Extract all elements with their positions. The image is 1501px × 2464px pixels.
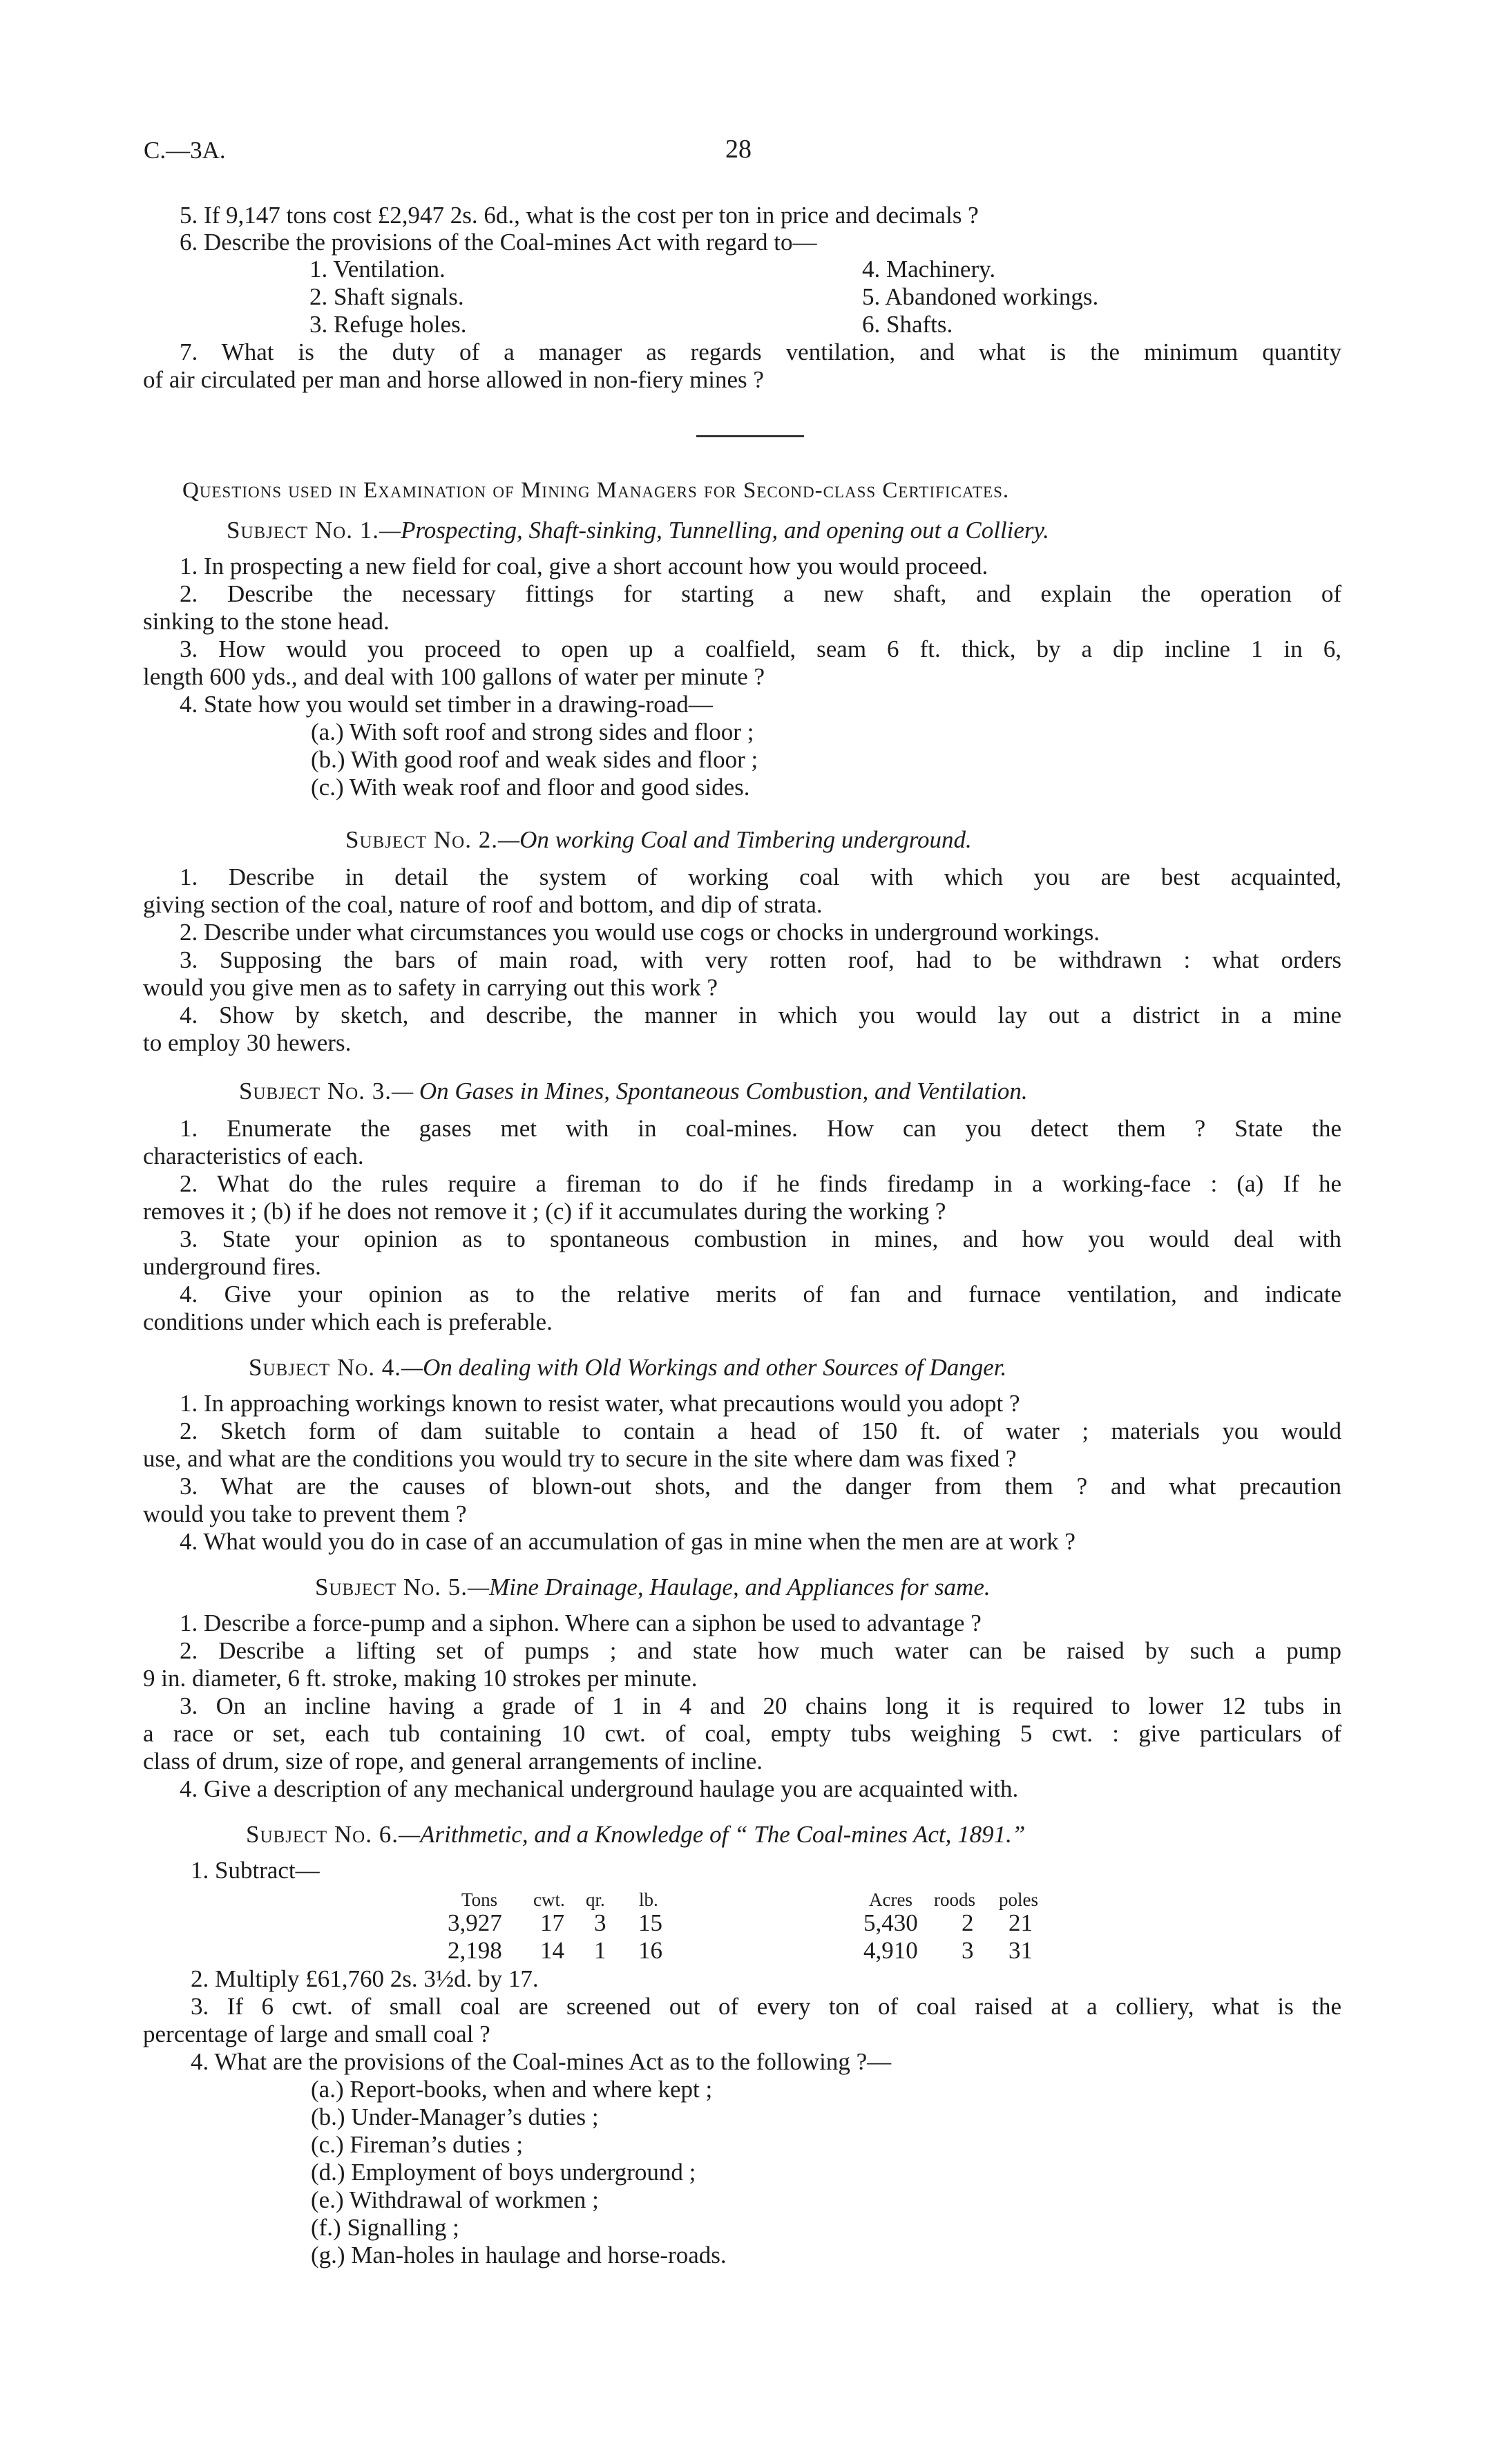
subject-2-heading — [345, 826, 972, 854]
page-reference: C.—3A. — [144, 137, 226, 164]
s2-line: 3. Supposing the bars of main road, with very rotten roof, had to be withdrawn : what orders — [180, 946, 1341, 973]
table-header: qr. — [586, 1889, 605, 1910]
s3-line: 4. Give your opinion as to the relative merits of fan and furnace ventilation, and indicate — [180, 1281, 1341, 1308]
s1-line: sinking to the stone head. — [143, 608, 390, 635]
subject-1-title: —Prospecting, Shaft-sinking, Tunnelling, and opening out a Colliery. — [379, 517, 1049, 544]
s4-line: would you take to prevent them ? — [143, 1500, 467, 1527]
table-cell: 17 — [540, 1909, 564, 1936]
s2-line: giving section of the coal, nature of roof and bottom, and dip of strata. — [143, 891, 823, 918]
s2-line: 4. Show by sketch, and describe, the manner in which you would lay out a district in a mine — [180, 1002, 1341, 1029]
s3-line: characteristics of each. — [143, 1143, 364, 1169]
table-cell: 3 — [594, 1909, 606, 1936]
s2-line: to employ 30 hewers. — [143, 1029, 352, 1056]
table-cell: 16 — [638, 1937, 662, 1964]
s1-line: length 600 yds., and deal with 100 gallons of water per minute ? — [143, 663, 765, 690]
s5-line: 9 in. diameter, 6 ft. stroke, making 10 strokes per minute. — [143, 1665, 698, 1692]
s3-line: 1. Enumerate the gases met with in coal-mines. How can you detect them ? State the — [180, 1115, 1341, 1142]
subject-5-heading — [315, 1574, 991, 1601]
q6-item-3: 3. Refuge holes. — [309, 311, 467, 338]
s6-line: percentage of large and small coal ? — [143, 2021, 490, 2047]
s3-line: removes it ; (b) if he does not remove it ; (c) if it accumulates during the working ? — [143, 1198, 946, 1225]
question-7-line-1: 7. What is the duty of a manager as regards ventilation, and what is the minimum quantity — [180, 338, 1341, 365]
s3-line: conditions under which each is preferable. — [143, 1308, 553, 1335]
subject-5-label: Subject No. 5. — [315, 1574, 468, 1601]
s6-item: (b.) Under-Manager’s duties ; — [311, 2103, 599, 2130]
subject-6-heading — [246, 1821, 1025, 1849]
s4-line: 3. What are the causes of blown-out shots, and the danger from them ? and what precaution — [180, 1473, 1341, 1500]
table-cell: 2,198 — [448, 1937, 502, 1964]
subject-2-title: —On working Coal and Timbering underground. — [497, 826, 972, 853]
s1-line: 3. How would you proceed to open up a coalfield, seam 6 ft. thick, by a dip incline 1 in 6, — [180, 636, 1341, 662]
s5-line: 1. Describe a force-pump and a siphon. Where can a siphon be used to advantage ? — [180, 1610, 982, 1636]
subject-5-title: —Mine Drainage, Haulage, and Appliances for same. — [467, 1574, 991, 1601]
s3-line: underground fires. — [143, 1253, 321, 1280]
s5-line: 4. Give a description of any mechanical underground haulage you are acquainted with. — [180, 1775, 1019, 1802]
table-cell: 3,927 — [448, 1909, 502, 1936]
table-header: poles — [999, 1889, 1038, 1910]
s6-line: 3. If 6 cwt. of small coal are screened out of every ton of coal raised at a colliery, what is the — [191, 1993, 1341, 2020]
s1-item: (a.) With soft roof and strong sides and floor ; — [311, 718, 754, 745]
table-header: cwt. — [533, 1889, 565, 1910]
table-cell: 14 — [540, 1937, 564, 1964]
s2-line: would you give men as to safety in carrying out this work ? — [143, 974, 718, 1001]
table-cell: 31 — [1008, 1937, 1033, 1964]
table-cell: 21 — [1008, 1909, 1033, 1936]
section-title: Questions used in Examination of Mining Managers for Second-class Certificates. — [182, 478, 1010, 503]
s1-line: 4. State how you would set timber in a drawing-road— — [180, 691, 713, 718]
s6-line: 2. Multiply £61,760 2s. 3½d. by 17. — [191, 1965, 539, 1992]
subject-4-heading — [249, 1354, 1006, 1382]
subject-4-title: —On dealing with Old Workings and other Sources of Danger. — [401, 1354, 1007, 1381]
subject-4-label: Subject No. 4. — [249, 1354, 401, 1381]
s5-line: a race or set, each tub containing 10 cwt. of coal, empty tubs weighing 5 cwt. : give particulars of — [143, 1720, 1341, 1747]
s4-line: use, and what are the conditions you would try to secure in the site where dam was fixed ? — [143, 1445, 1017, 1472]
s5-line: 2. Describe a lifting set of pumps ; and state how much water can be raised by such a pump — [180, 1637, 1341, 1664]
s6-item: (c.) Fireman’s duties ; — [311, 2131, 524, 2158]
s1-item: (c.) With weak roof and floor and good sides. — [311, 774, 750, 801]
subject-3-heading — [239, 1078, 1028, 1105]
table-cell: 5,430 — [863, 1909, 918, 1936]
s6-item: (d.) Employment of boys underground ; — [311, 2159, 696, 2186]
question-5: 5. If 9,147 tons cost £2,947 2s. 6d., what is the cost per ton in price and decimals ? — [180, 202, 979, 229]
s2-line: 1. Describe in detail the system of working coal with which you are best acquainted, — [180, 863, 1341, 890]
s6-item: (f.) Signalling ; — [311, 2214, 459, 2241]
s3-line: 3. State your opinion as to spontaneous combustion in mines, and how you would deal with — [180, 1225, 1341, 1252]
page-number: 28 — [725, 135, 752, 164]
subject-1-heading — [227, 517, 1049, 544]
s4-line: 2. Sketch form of dam suitable to contain a head of 150 ft. of water ; materials you would — [180, 1417, 1341, 1444]
s1-line: 1. In prospecting a new field for coal, give a short account how you would proceed. — [180, 553, 988, 580]
s6-line: 1. Subtract— — [191, 1857, 320, 1884]
q6-item-1: 1. Ventilation. — [309, 256, 446, 283]
table-cell: 15 — [638, 1909, 662, 1936]
s6-item: (a.) Report-books, when and where kept ; — [311, 2076, 713, 2103]
table-cell: 4,910 — [863, 1937, 918, 1964]
table-header: Acres — [869, 1889, 912, 1910]
q6-item-2: 2. Shaft signals. — [309, 283, 464, 310]
subject-6-title: —Arithmetic, and a Knowledge of “ The Coal-mines Act, 1891.” — [398, 1821, 1026, 1848]
q6-item-6: 6. Shafts. — [862, 311, 953, 338]
section-divider — [696, 435, 804, 437]
table-cell: 2 — [962, 1909, 974, 1936]
s4-line: 4. What would you do in case of an accumulation of gas in mine when the men are at work ? — [180, 1528, 1075, 1555]
subject-3-title: — On Gases in Mines, Spontaneous Combustion, and Ventilation. — [391, 1078, 1028, 1105]
subject-1-label: Subject No. 1. — [227, 517, 379, 544]
s5-line: 3. On an incline having a grade of 1 in 4 and 20 chains long it is required to lower 12 tubs in — [180, 1692, 1341, 1719]
subject-3-label: Subject No. 3. — [239, 1078, 392, 1105]
s5-line: class of drum, size of rope, and general arrangements of incline. — [143, 1748, 763, 1775]
table-cell: 1 — [594, 1937, 606, 1964]
s2-line: 2. Describe under what circumstances you would use cogs or chocks in underground workings. — [180, 919, 1100, 946]
question-6: 6. Describe the provisions of the Coal-mines Act with regard to— — [180, 229, 817, 256]
s1-item: (b.) With good roof and weak sides and floor ; — [311, 746, 758, 773]
s4-line: 1. In approaching workings known to resist water, what precautions would you adopt ? — [180, 1390, 1020, 1417]
s6-item: (g.) Man-holes in haulage and horse-roads. — [311, 2242, 727, 2269]
table-cell: 3 — [962, 1937, 974, 1964]
subject-2-label: Subject No. 2. — [345, 826, 498, 853]
subject-6-label: Subject No. 6. — [246, 1821, 399, 1848]
s6-item: (e.) Withdrawal of workmen ; — [311, 2186, 599, 2213]
table-header: lb. — [639, 1889, 658, 1910]
s6-line: 4. What are the provisions of the Coal-mines Act as to the following ?— — [191, 2048, 892, 2075]
s3-line: 2. What do the rules require a fireman to do if he finds firedamp in a working-face : (a) If he — [180, 1170, 1341, 1197]
q6-item-5: 5. Abandoned workings. — [862, 283, 1099, 310]
q6-item-4: 4. Machinery. — [862, 256, 996, 283]
question-7-line-2: of air circulated per man and horse allowed in non-fiery mines ? — [143, 366, 764, 393]
table-header: roods — [934, 1889, 975, 1910]
table-header: Tons — [461, 1889, 498, 1910]
s1-line: 2. Describe the necessary fittings for starting a new shaft, and explain the operation of — [180, 580, 1341, 607]
